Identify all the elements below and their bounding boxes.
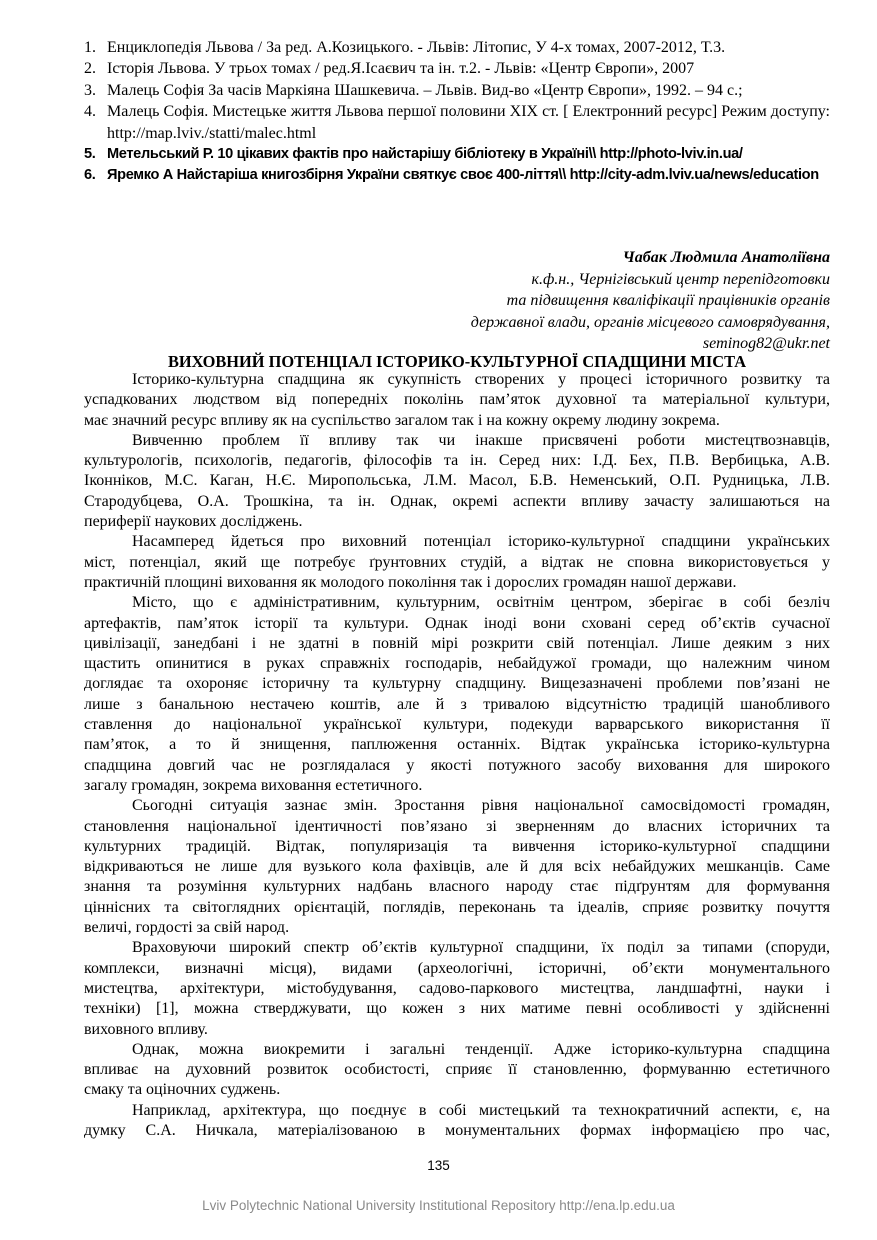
- author-email: seminog82@ukr.net: [702, 335, 830, 352]
- reference-item: [84, 101, 830, 144]
- paragraph-line: техніки) [1], можна стверджувати, що кожен з них матиме певні особливості у здійсненні: [84, 1000, 830, 1018]
- paragraph: [84, 532, 830, 593]
- paragraph: [84, 370, 830, 431]
- paragraph: [84, 1101, 830, 1142]
- paragraph-line: величі, гордості за свій народ.: [84, 919, 290, 937]
- paragraph-line: культурних традицій. Відтак, популяризація та вивчення історико-культурної спадщини: [84, 837, 830, 855]
- paragraph-line: ставлення до національної української культури, подекуди варварського використання її: [84, 716, 830, 734]
- paragraph-line: мистецтва, архітектури, містобудування, садово-паркового мистецтва, ландшафтні, науки і: [84, 979, 830, 997]
- repository-footer: Lviv Polytechnic National University Institutional Repository http://ena.lp.edu.ua: [202, 1198, 675, 1213]
- reference-number: 1.: [84, 39, 96, 56]
- paragraph-line: Стародубцева, О.А. Трошкіна, та ін. Однак, окремі аспекти впливу зачасту залишаються на: [84, 492, 830, 510]
- paragraph: [84, 593, 830, 796]
- reference-number: 4.: [84, 103, 96, 121]
- author-affiliation-line: к.ф.н., Чернігівський центр перепідготовки: [531, 270, 830, 288]
- paragraph-line: Місто, що є адміністративним, культурним, освітнім центром, зберігає в собі безліч: [132, 594, 830, 612]
- paragraph-line: практичній площині виховання як молодого покоління так і дорослих громадян нашої держави.: [84, 573, 737, 591]
- author-affiliation-line: та підвищення кваліфікації працівників органів: [506, 292, 830, 309]
- reference-text: Яремко А Найстаріша книгозбірня України святкує своє 400-ліття\\ http://city-adm.lviv.ua/news/education: [107, 167, 819, 184]
- page-number: 135: [427, 1158, 450, 1173]
- reference-item: [84, 165, 830, 186]
- paragraph-line: Іконніков, М.С. Каган, Н.Є. Миропольська, Л.М. Масол, Б.В. Неменський, О.П. Рудницька, Л.В.: [84, 472, 830, 490]
- paragraph-line: комплекси, визначні місця), видами (археологічні, історичні, об’єкти монументального: [84, 959, 830, 977]
- paragraph-line: Вивченню проблем її впливу так чи інакше присвячені роботи мистецтвознавців,: [132, 431, 830, 449]
- reference-text: Метельський Р. 10 цікавих фактів про найстарішу бібліотеку в Україні\\ http://photo-lviv.in.ua/: [107, 146, 743, 163]
- paragraph-line: впливає на духовний розвиток особистості, сприяє її становленню, формуванню естетичного: [84, 1061, 830, 1079]
- paragraph-line: лише з банальною нестачею коштів, але й з тривалою відсутністю традицій шанобливого: [84, 695, 830, 713]
- reference-number: 2.: [84, 60, 96, 78]
- reference-item: [84, 37, 830, 58]
- paragraph-line: смаку та оціночних суджень.: [84, 1081, 281, 1099]
- paragraph-line: спадщина довгий час не розглядалася у якості потужного засобу виховання для широкого: [84, 756, 830, 774]
- paragraph: [84, 431, 830, 532]
- paragraph-line: успадкованих людством від попередніх поколінь пам’яток духовної та матеріальної культури,: [84, 391, 830, 409]
- paragraph-line: артефактів, пам’яток історії та культури. Однак іноді вони сховані серед об’єктів сучасної: [84, 614, 830, 632]
- article-body: [84, 370, 830, 1141]
- paragraph-line: становлення національної ідентичності пов’язано зі зверненням до власних історичних та: [84, 817, 830, 835]
- reference-item: [84, 144, 830, 165]
- paragraph-line: доглядає та охороняє історичну та культурну спадщину. Вищезазначені проблеми пов’язані не: [84, 675, 830, 693]
- reference-text: Енциклопедія Львова / За ред. А.Козицького. - Львів: Літопис, У 4-х томах, 2007-2012, Т.3.: [107, 39, 726, 56]
- reference-list: [84, 37, 830, 187]
- paragraph-line: культурологів, психологів, педагогів, філософів та ін. Серед них: І.Д. Бех, П.В. Вербицька, А.В.: [84, 452, 830, 470]
- reference-text: Малець Софія. Мистецьке життя Львова першої половини ХІХ ст. [ Електронний ресурс] Режим доступу: http://map.lviv./statti/malec.html: [107, 103, 830, 142]
- paragraph-line: Однак, можна виокремити і загальні тенденції. Адже історико-культурна спадщина: [132, 1040, 830, 1058]
- paragraph-line: міст, потенціал, який ще потребує ґрунтовних студій, а відтак не сповна використовується у: [84, 553, 830, 571]
- reference-text: Малець Софія За часів Маркіяна Шашкевича. – Львів. Вид-во «Центр Європи», 1992. – 94 с.;: [107, 81, 743, 99]
- reference-item: [84, 58, 830, 79]
- paragraph-line: Наприклад, архітектура, що поєднує в собі мистецький та технократичний аспекти, є, на: [132, 1101, 830, 1119]
- paragraph: [84, 1040, 830, 1101]
- paragraph-line: периферії наукових досліджень.: [84, 513, 303, 531]
- article-title: ВИХОВНИЙ ПОТЕНЦІАЛ ІСТОРИКО-КУЛЬТУРНОЇ СПАДЩИНИ МІСТА: [167, 352, 747, 371]
- paragraph-line: Історико-культурна спадщина як сукупність створених у процесі історичного розвитку та: [132, 371, 830, 388]
- paragraph-line: має значний ресурс впливу як на суспільство загалом так і на кожну окрему людину зокрема.: [84, 411, 720, 429]
- reference-number: 6.: [84, 167, 96, 184]
- paragraph-line: цивілізації, занедбані і не здатні в повній мірі розкрити свій потенціал. Лише деяким з них: [84, 634, 830, 652]
- paragraph-line: ціннісних та світоглядних орієнтацій, поглядів, переконань та ідеалів, сприяє розвитку почуття: [84, 898, 830, 916]
- paragraph-line: Враховуючи широкий спектр об’єктів культурної спадщини, їх поділ за типами (споруди,: [132, 939, 830, 957]
- reference-number: 5.: [84, 146, 96, 163]
- paragraph-line: Сьогодні ситуація зазнає змін. Зростання рівня національної самосвідомості громадян,: [132, 797, 830, 815]
- reference-number: 3.: [84, 81, 96, 99]
- reference-item: [84, 80, 830, 101]
- paragraph-line: пам’яток, а то й знищення, паплюження останніх. Відтак українська історико-культурна: [84, 736, 830, 754]
- paragraph-line: Насамперед йдеться про виховний потенціал історико-культурної спадщини українських: [132, 533, 830, 551]
- paragraph-line: відкриваються не лише для вузького кола фахівців, але й для всіх небайдужих мешканців. Саме: [84, 858, 830, 876]
- paragraph-line: виховного впливу.: [84, 1020, 208, 1038]
- paragraph: [84, 938, 830, 1039]
- author-name: Чабак Людмила Анатоліївна: [622, 249, 830, 266]
- paragraph-line: думку С.А. Ничкала, матеріалізованою в монументальних формах інформацією про час,: [84, 1121, 830, 1139]
- paragraph-line: щастить опинитися в руках справжніх господарів, небайдужої громади, що належним чином: [84, 655, 830, 673]
- paragraph-line: загалу громадян, зокрема виховання естетичного.: [84, 776, 423, 794]
- author-affiliation-line: державної влади, органів місцевого самоврядування,: [470, 313, 830, 331]
- paragraph: [84, 796, 830, 938]
- paragraph-line: знання та розуміння культурних надбань власного народу стає підґрунтям для формування: [84, 878, 830, 896]
- reference-text: Історія Львова. У трьох томах / ред.Я.Ісаєвич та ін. т.2. - Львів: «Центр Європи», 2007: [107, 60, 695, 78]
- author-block: [471, 247, 830, 355]
